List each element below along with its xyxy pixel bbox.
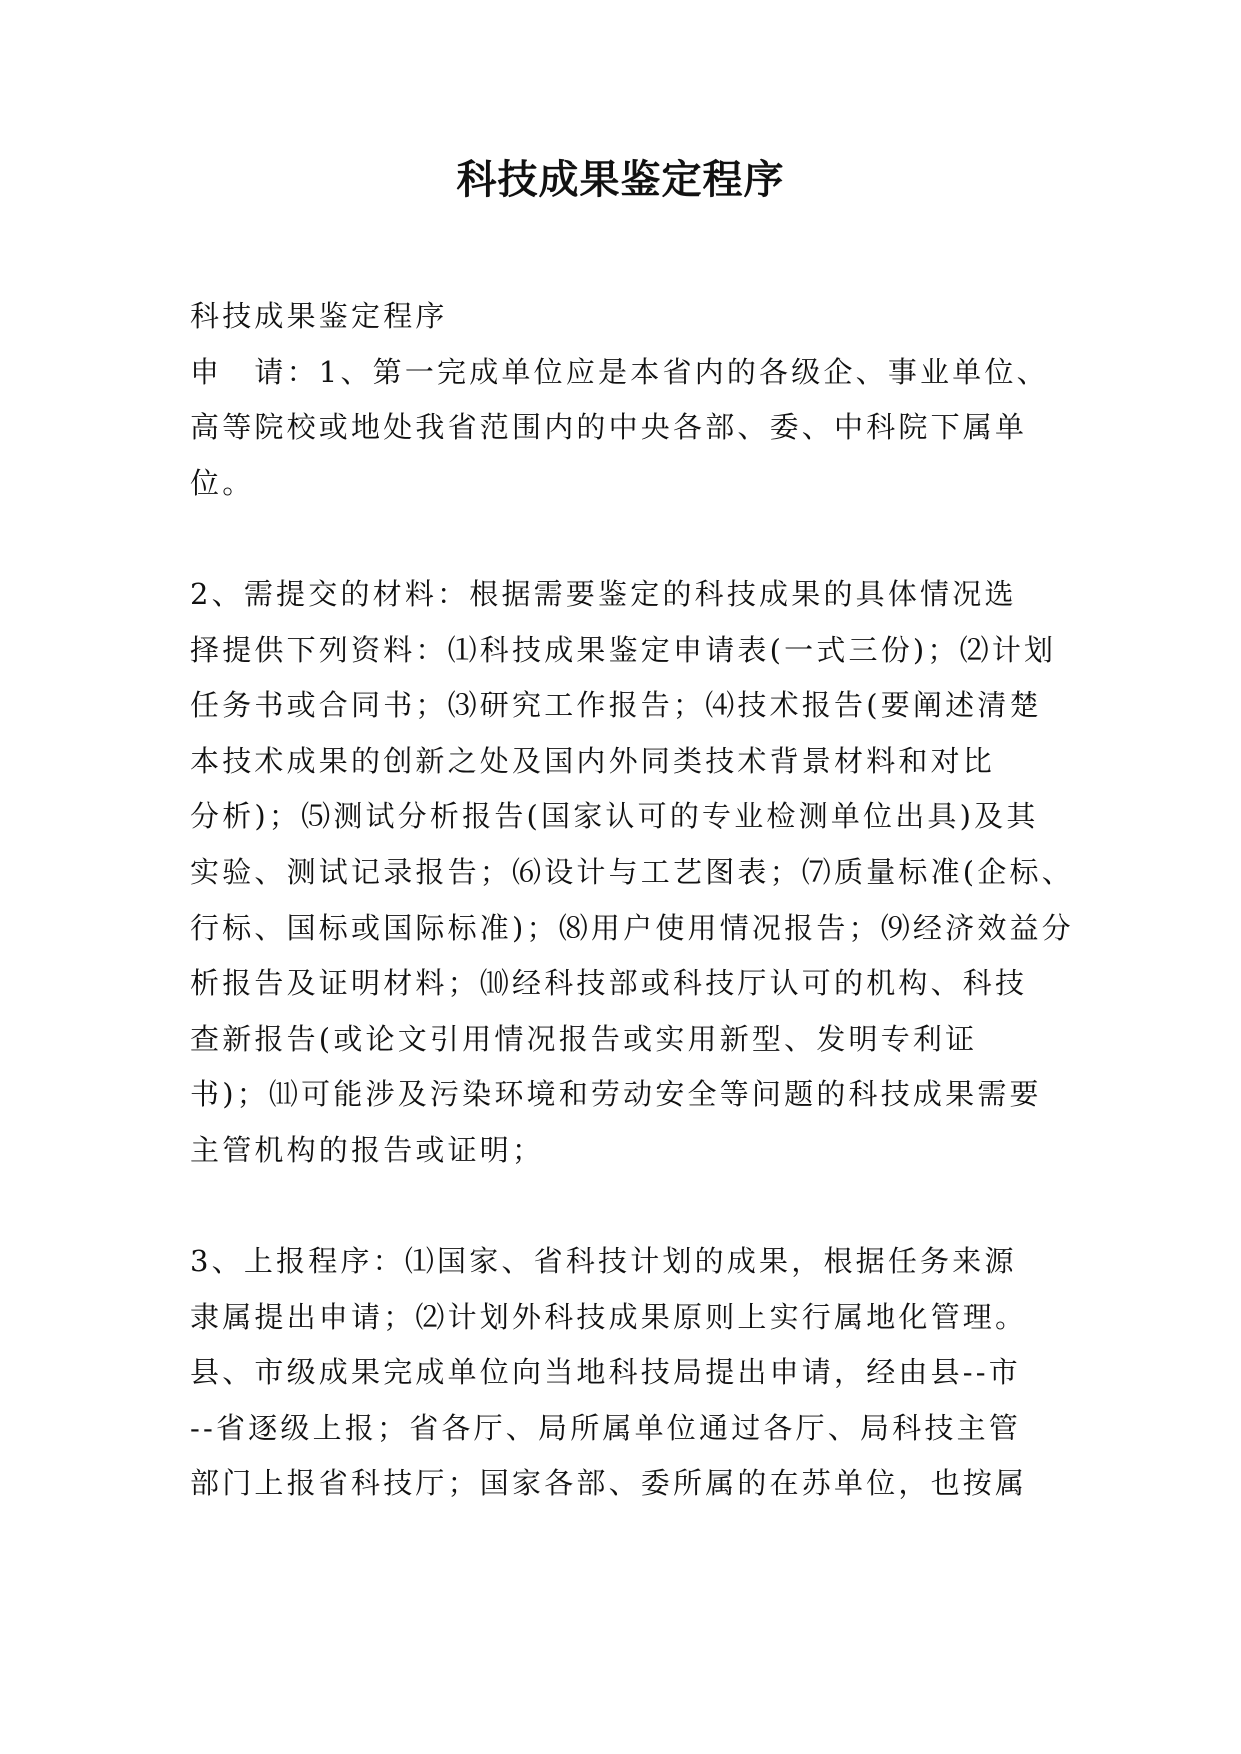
paragraph-line: 主管机构的报告或证明； [190,1132,545,1167]
paragraph-line: 查新报告(或论文引用情况报告或实用新型、发明专利证 [190,1021,978,1056]
paragraph-line: 部门上报省科技厅；国家各部、委所属的在苏单位，也按属 [190,1466,1028,1501]
paragraph-application [190,345,1070,512]
paragraph-line: 位。 [190,465,255,500]
paragraph-spacer [190,511,1070,567]
paragraph-spacer [190,1179,1070,1235]
document-title: 科技成果鉴定程序 [456,156,785,203]
paragraph-line: 隶属提出申请；⑵计划外科技成果原则上实行属地化管理。 [190,1299,1028,1334]
paragraph-line: 3、上报程序：⑴国家、省科技计划的成果，根据任务来源 [190,1244,1017,1279]
paragraph-line: 本技术成果的创新之处及国内外同类技术背景材料和对比 [190,743,996,778]
paragraph-line: --省逐级上报；省各厅、局所属单位通过各厅、局科技主管 [190,1410,1021,1445]
paragraph-line: 分析)；⑸测试分析报告(国家认可的专业检测单位出具)及其 [190,799,1039,834]
paragraph-line: 申 请：1、第一完成单位应是本省内的各级企、事业单位、 [190,354,1049,389]
document-subtitle: 科技成果鉴定程序 [190,299,448,333]
paragraph-materials [190,567,1074,1179]
paragraph-line: 2、需提交的材料：根据需要鉴定的科技成果的具体情况选 [190,576,1017,611]
paragraph-line: 实验、测试记录报告；⑹设计与工艺图表；⑺质量标准(企标、 [190,854,1074,889]
paragraph-reporting-procedure [190,1234,1070,1512]
document-body [190,289,1074,1512]
paragraph-line: 析报告及证明材料；⑽经科技部或科技厅认可的机构、科技 [190,966,1028,1001]
paragraph-line: 择提供下列资料：⑴科技成果鉴定申请表(一式三份)；⑵计划 [190,632,1057,667]
paragraph-line: 任务书或合同书；⑶研究工作报告；⑷技术报告(要阐述清楚 [190,688,1042,723]
paragraph-line: 书)；⑾可能涉及污染环境和劳动安全等问题的科技成果需要 [190,1077,1042,1112]
paragraph-line: 行标、国标或国际标准)；⑻用户使用情况报告；⑼经济效益分 [190,910,1074,945]
paragraph-line: 高等院校或地处我省范围内的中央各部、委、中科院下属单 [190,410,1028,445]
paragraph-line: 县、市级成果完成单位向当地科技局提出申请，经由县--市 [190,1355,1021,1390]
